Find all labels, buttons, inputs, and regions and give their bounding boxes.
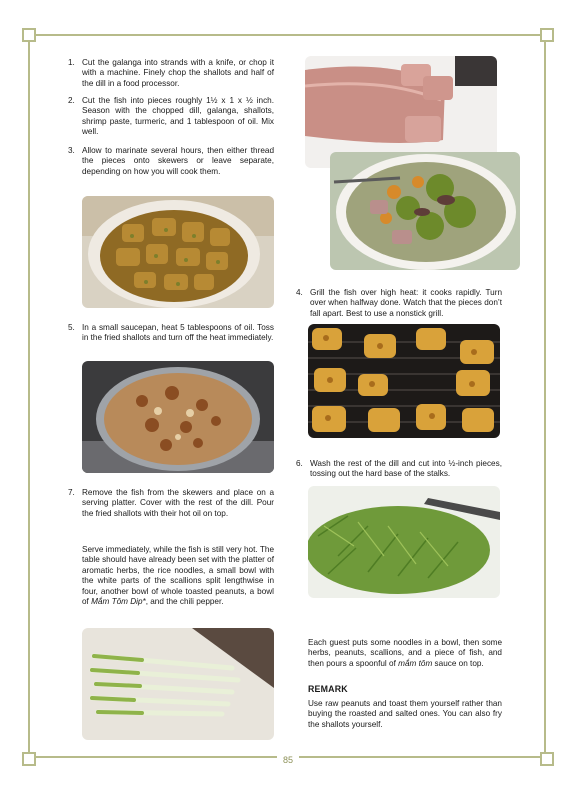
step-text: Cut the fish into pieces roughly 1½ x 1 x ½ inch. Season with the chopped dill, galanga, shallots, shrimp paste, turmeric, and 1 tablespoon of oil. Mix well. bbox=[82, 96, 274, 137]
guest-text: Each guest puts some noodles in a bowl, then some herbs, peanuts, scallions, and a piece of fish, and then pours a spoonful of bbox=[308, 638, 502, 668]
guest-text-end: sauce on top. bbox=[432, 658, 484, 668]
step-number: 4. bbox=[296, 288, 303, 297]
step-number: 1. bbox=[68, 58, 75, 67]
marinated-fish-photo bbox=[82, 196, 274, 308]
step-number: 7. bbox=[68, 488, 75, 497]
step-text: Cut the galanga into strands with a knife, or chop it with a machine. Finely chop the shallots and half of the dill in a food processor. bbox=[82, 58, 274, 88]
step-7 bbox=[68, 488, 274, 519]
corner-ornament bbox=[540, 28, 554, 42]
step-text: In a small saucepan, heat 5 tablespoons of oil. Toss in the fried shallots and turn off the heat immediately. bbox=[82, 323, 274, 343]
step-number: 3. bbox=[68, 146, 75, 155]
guest-paragraph bbox=[308, 638, 502, 669]
serving-paragraph bbox=[82, 545, 274, 607]
step-text: Grill the fish over high heat: it cooks rapidly. Turn over when halfway done. Watch that the pieces don’t fall apart. Best to use a nonstick grill. bbox=[310, 288, 502, 318]
sauce-name: mắm tôm bbox=[398, 658, 433, 668]
scallions-photo bbox=[82, 628, 274, 740]
step-number: 2. bbox=[68, 96, 75, 105]
step-text: Allow to marinate several hours, then either thread the pieces onto skewers or leave separate, depending on how you will cook them. bbox=[82, 146, 274, 176]
serving-text-end: , and the chili pepper. bbox=[145, 597, 224, 607]
step-text: Remove the fish from the skewers and place on a serving platter. Cover with the rest of the dill. Pour the fried shallots with their hot oil on top. bbox=[82, 488, 274, 518]
dip-name: Mắm Tôm Dip* bbox=[91, 597, 146, 607]
step-text: Wash the rest of the dill and cut into ½-inch pieces, tossing out the hard base of the stalks. bbox=[310, 459, 502, 479]
chopped-dill-photo bbox=[308, 486, 500, 598]
remark-text: Use raw peanuts and toast them yourself rather than buying the roasted and salted ones. You can also fry the shallots yourself. bbox=[308, 699, 502, 729]
step-2 bbox=[68, 96, 274, 138]
page-number bbox=[0, 755, 576, 765]
step-number: 6. bbox=[296, 459, 303, 468]
serving-text: Serve immediately, while the fish is still very hot. The table should have already been set with the platter of aromatic herbs, the rice noodles, a small bowl with the white parts of the scallions split lengthwise in four, another bowl of whole toasted peanuts, a bowl of bbox=[82, 545, 274, 607]
saucepan-shallots-photo bbox=[82, 361, 274, 473]
seasoned-fish-bowl-photo bbox=[330, 152, 520, 270]
page-number-text: 85 bbox=[277, 755, 299, 765]
step-6 bbox=[296, 459, 502, 480]
step-5 bbox=[68, 323, 274, 344]
corner-ornament bbox=[22, 28, 36, 42]
step-number: 5. bbox=[68, 323, 75, 332]
step-4 bbox=[296, 288, 502, 319]
remark-heading: REMARK bbox=[308, 684, 348, 694]
grilled-fish-photo bbox=[308, 324, 500, 438]
step-3 bbox=[68, 146, 274, 177]
step-1 bbox=[68, 58, 274, 89]
